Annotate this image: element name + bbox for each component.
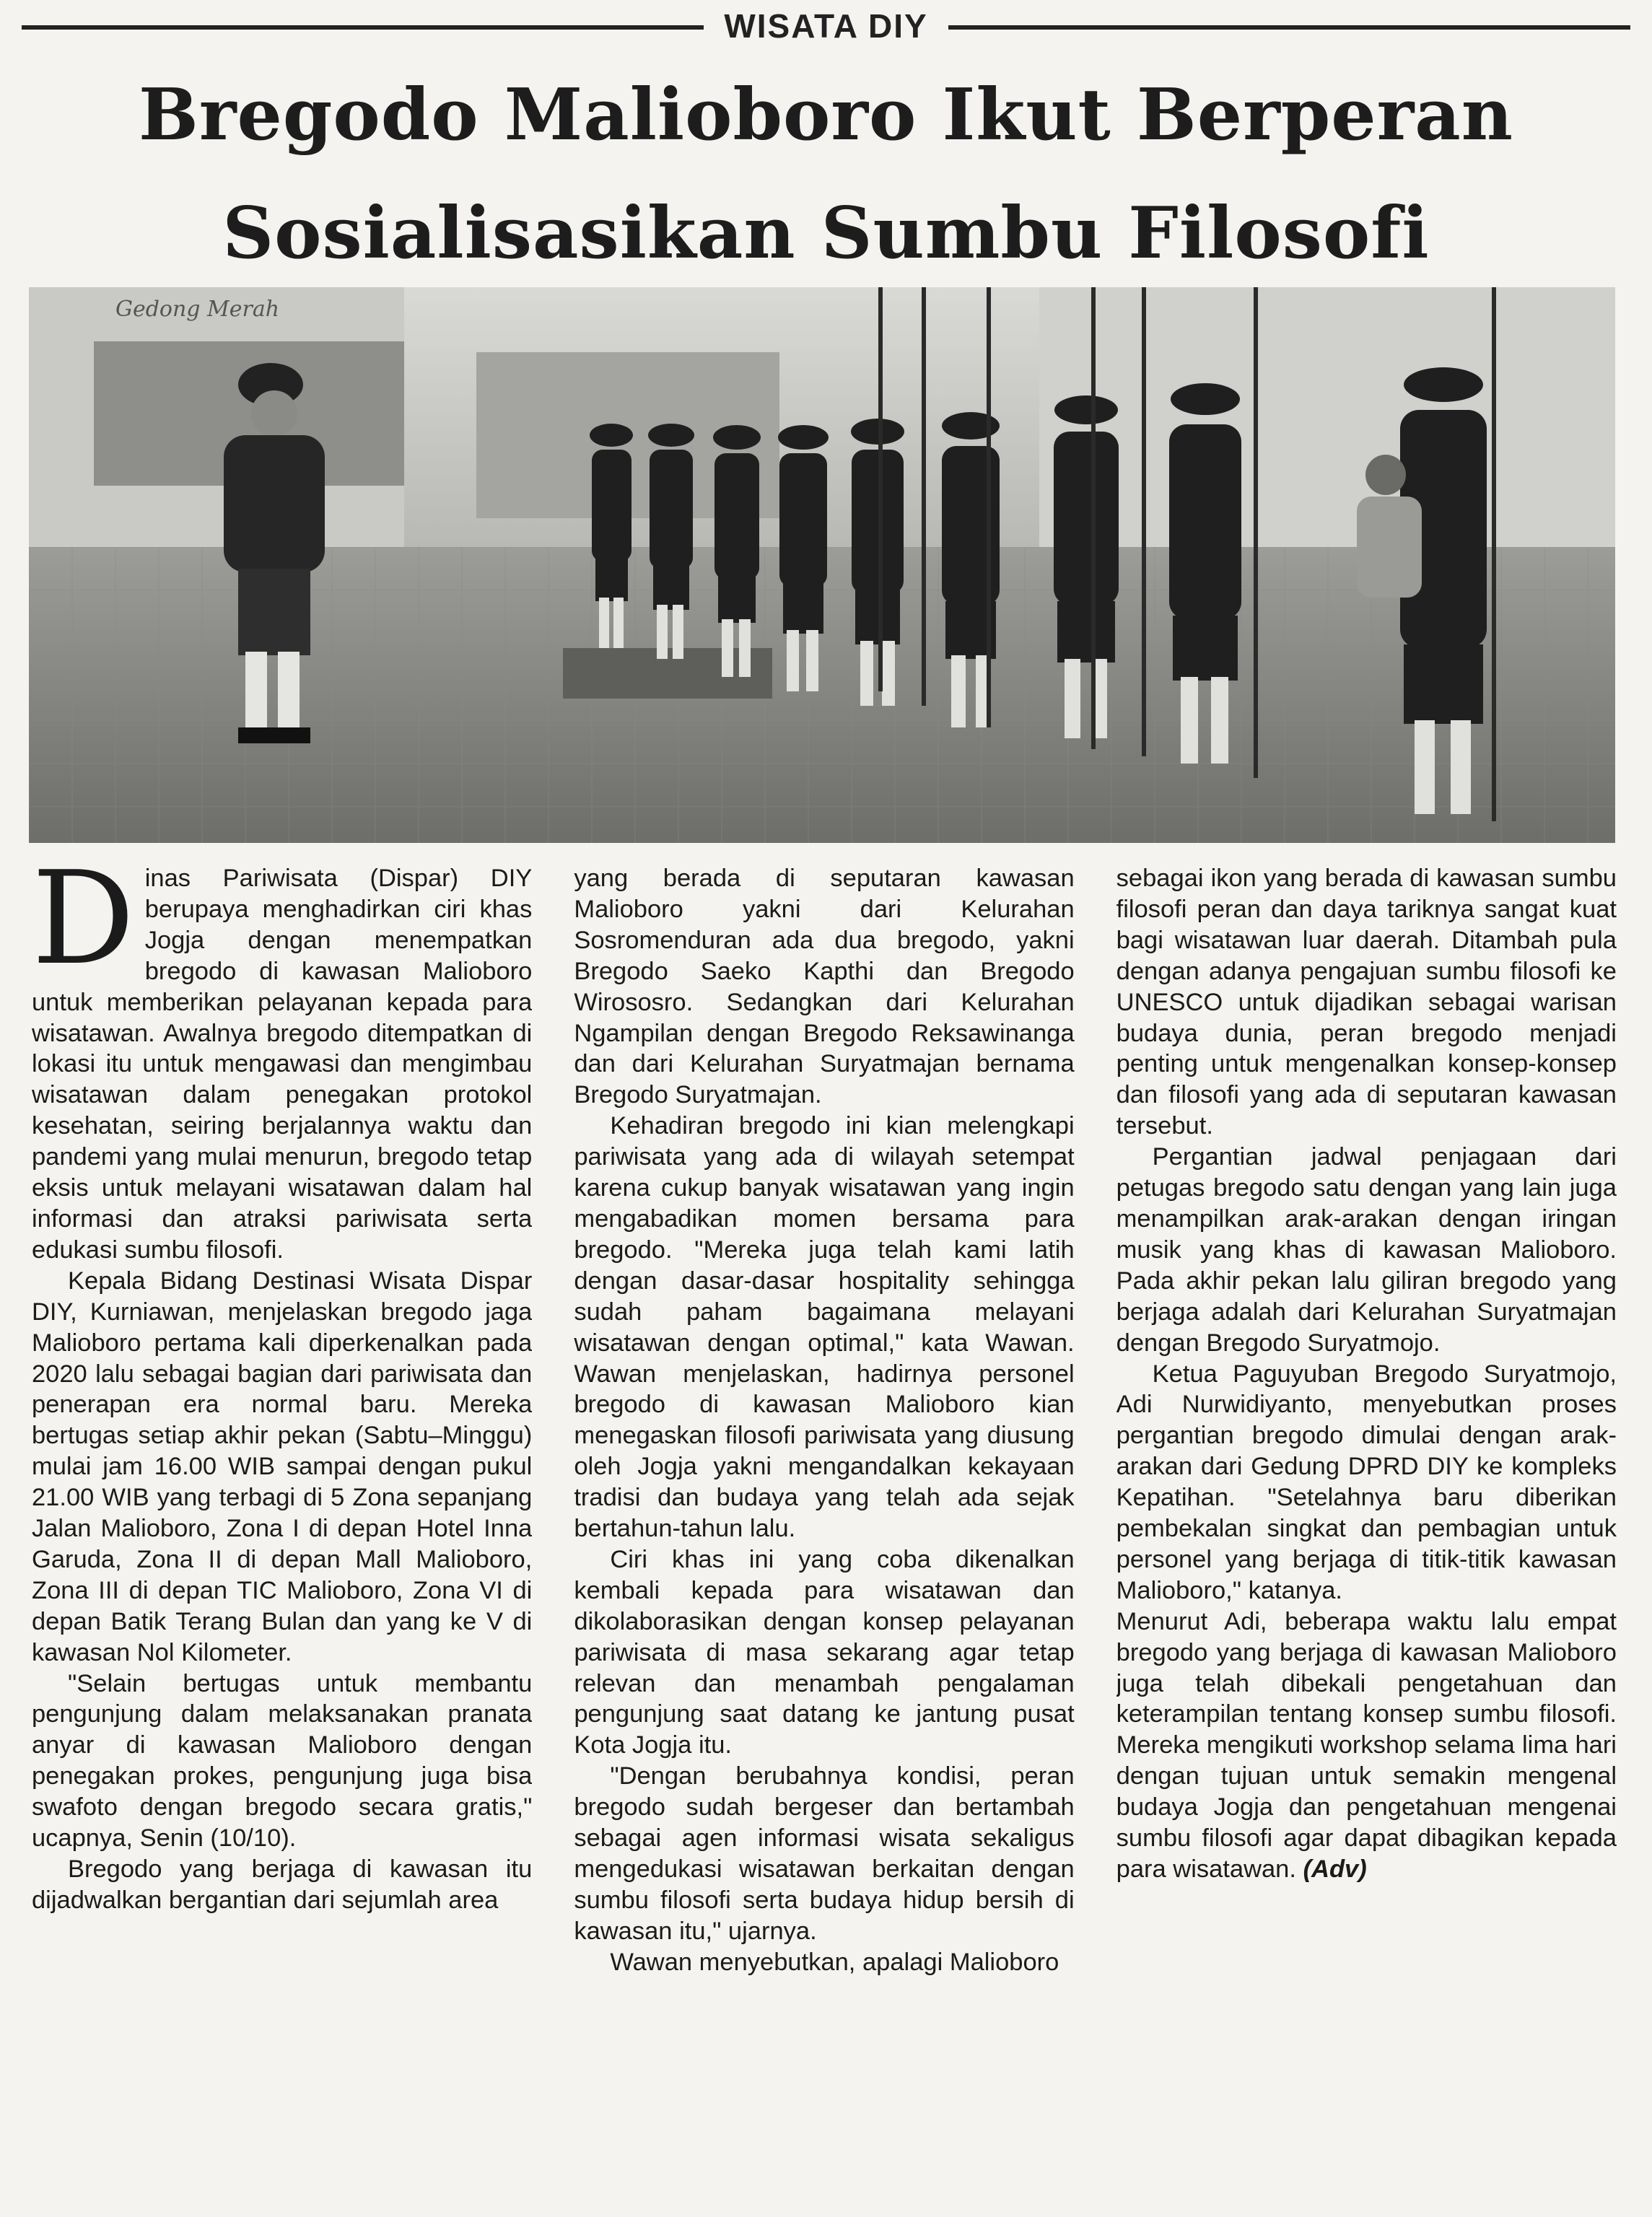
paragraph: Pergantian jadwal penjagaan dari petugas bregodo satu dengan yang lain juga menampilkan arak-arakan dengan iringan musik yang khas di kawasan Malioboro. Pada akhir pekan lalu giliran bregodo yang berjaga adalah dari Kelurahan Suryatmajan dengan Bregodo Suryatmojo. [1116, 1143, 1617, 1357]
paragraph: Ketua Paguyuban Bregodo Suryatmojo, Adi Nurwidiyanto, menyebutkan proses pergantian bregodo dimulai dengan arak-arakan dari Gedung DPRD DIY ke kompleks Kepatihan. "Setelahnya baru diberikan pembekalan singkat dan pembagian untuk personel yang berjaga di titik-titik kawasan Malioboro," katanya. [1116, 1360, 1617, 1604]
rubric-label: WISATA DIY [724, 7, 928, 45]
drop-cap: D [32, 863, 135, 993]
paragraph-text: Menurut Adi, beberapa waktu lalu empat bregodo yang berjaga di kawasan Malioboro juga telah dibekali pengetahuan dan keterampilan tentang konsep sumbu filosofi. Mereka mengikuti workshop selama lima hari dengan tujuan untuk semakin mengenal budaya Jogja dan pengetahuan mengenai sumbu filosofi agar dapat dibagikan kepada para wisatawan. [1116, 1607, 1617, 1883]
building-sign: Gedong Merah [115, 297, 280, 322]
paragraph: "Dengan berubahnya kondisi, peran bregodo sudah bergeser dan bertambah sebagai agen informasi wisata sekaligus mengedukasi wisatawan berkaitan dengan sumbu filosofi serta budaya hidup bersih di kawasan itu," ujarnya. [574, 1762, 1075, 1945]
photo-illustration [29, 287, 1615, 843]
rubric-rule-left [22, 25, 704, 30]
rubric-rule-right [948, 25, 1630, 30]
headline-line-2: Sosialisasikan Sumbu Filosofi [222, 192, 1430, 275]
paragraph [32, 863, 532, 1266]
article-column-2 [574, 863, 1074, 2205]
adv-tag: (Adv) [1303, 1855, 1367, 1883]
headline-line-1: Bregodo Malioboro Ikut Berperan [139, 74, 1513, 157]
article-column-1 [32, 863, 532, 2205]
paragraph: Kehadiran bregodo ini kian melengkapi pariwisata yang ada di wilayah setempat karena cukup banyak wisatawan yang ingin mengabadikan momen bersama para bregodo. "Mereka juga telah kami latih dengan dasar-dasar hospitality sehingga sudah paham bagaimana melayani wisatawan dengan optimal," kata Wawan. Wawan menjelaskan, hadirnya personel bregodo di kawasan Malioboro kian menegaskan filosofi pariwisata yang diusung oleh Jogja yakni mengandalkan kekayaan tradisi dan budaya yang telah ada sejak bertahun-tahun lalu. [574, 1112, 1075, 1543]
rubric-header [22, 4, 1630, 48]
headline [29, 56, 1623, 293]
article-column-3 [1116, 863, 1617, 2205]
paragraph: Bregodo yang berjaga di kawasan itu dijadwalkan bergantian dari sejumlah area [32, 1855, 533, 1914]
paragraph: yang berada di seputaran kawasan Malioboro yakni dari Kelurahan Sosromenduran ada dua bregodo, yakni Bregodo Saeko Kapthi dan Bregodo Wirososro. Sedangkan dari Kelurahan Ngampilan dengan Bregodo Reksawinanga dan dari Kelurahan Suryatmajan bernama Bregodo Suryatmajan. [574, 865, 1075, 1109]
paragraph: Kepala Bidang Destinasi Wisata Dispar DIY, Kurniawan, menjelaskan bregodo jaga Malioboro pertama kali diperkenalkan pada 2020 lalu sebagai bagian dari pariwisata dan penerapan era normal baru. Mereka bertugas setiap akhir pekan (Sabtu–Minggu) mulai jam 16.00 WIB sampai dengan pukul 21.00 WIB yang terbagi di 5 Zona sepanjang Jalan Malioboro, Zona I di depan Hotel Inna Garuda, Zona II di depan Mall Malioboro, Zona III di depan TIC Malioboro, Zona VI di depan Batik Terang Bulan dan yang ke V di kawasan Nol Kilometer. [32, 1267, 533, 1666]
paragraph: Wawan menyebutkan, apalagi Malioboro [610, 1948, 1059, 1976]
paragraph [1116, 1606, 1617, 1885]
paragraph: "Selain bertugas untuk membantu pengunjung dalam melaksanakan pranata anyar di kawasan Malioboro dengan penegakan prokes, pengunjung juga bisa swafoto dengan bregodo secara gratis," ucapnya, Senin (10/10). [32, 1669, 533, 1853]
paragraph: sebagai ikon yang berada di kawasan sumbu filosofi peran dan daya tariknya sangat kuat bagi wisatawan luar daerah. Ditambah pula dengan adanya pengajuan sumbu filosofi ke UNESCO untuk dijadikan sebagai warisan budaya dunia, peran bregodo menjadi penting untuk mengenalkan konsep-konsep dan filosofi yang ada di seputaran kawasan tersebut. [1116, 865, 1617, 1140]
paragraph-text: inas Pariwisata (Dispar) DIY berupaya menghadirkan ciri khas Jogja dengan menempatkan bregodo di kawasan Malioboro untuk memberikan pelayanan kepada para wisatawan. Awalnya bregodo ditempatkan di lokasi itu untuk mengawasi dan mengimbau wisatawan dalam penegakan protokol kesehatan, seiring berjalannya waktu dan pandemi yang mulai menurun, bregodo tetap eksis untuk melayani wisatawan dalam hal informasi dan atraksi pariwisata serta edukasi sumbu filosofi. [32, 865, 533, 1264]
news-photo [29, 287, 1615, 843]
article-body [32, 863, 1617, 2205]
paragraph: Ciri khas ini yang coba dikenalkan kembali kepada para wisatawan dan dikolaborasikan dengan konsep pelayanan pariwisata di masa sekarang agar tetap relevan dan menambah pengalaman pengunjung saat datang ke jantung pusat Kota Jogja itu. [574, 1545, 1075, 1759]
